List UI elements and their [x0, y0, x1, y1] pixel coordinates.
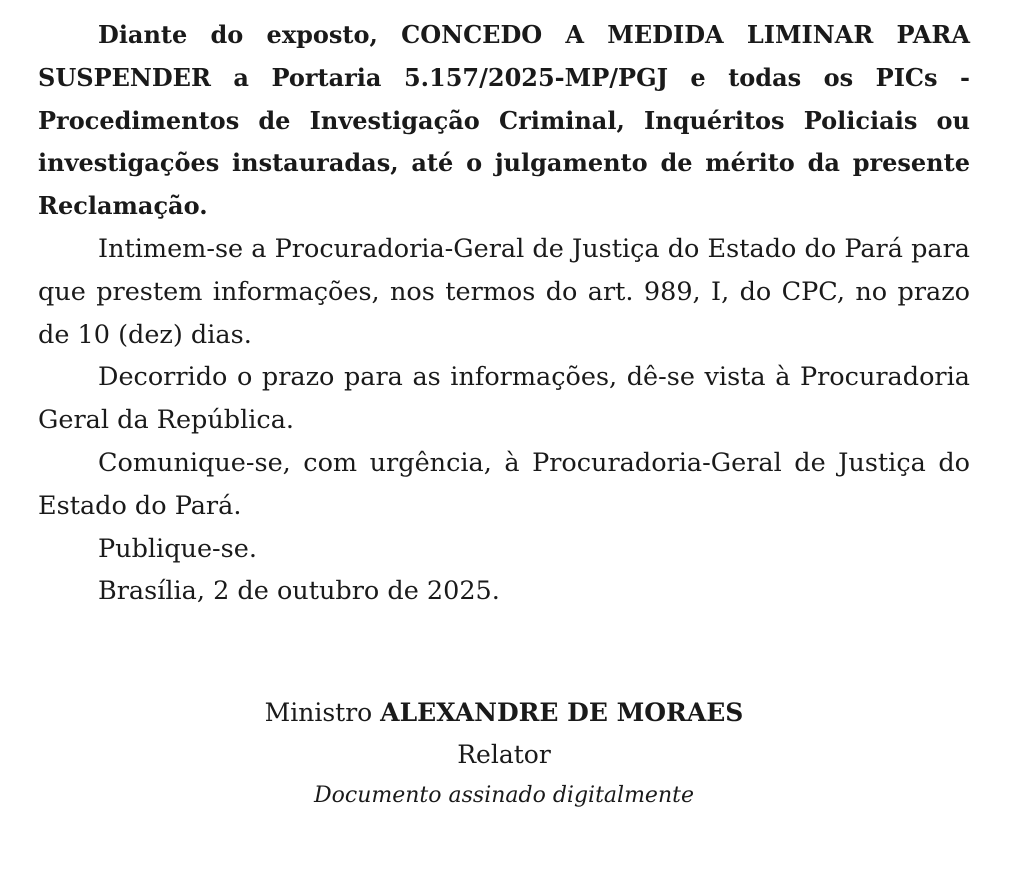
place-date: Brasília, 2 de outubro de 2025. [98, 576, 500, 607]
publication-paragraph: Publique-se. [98, 533, 257, 564]
signatory-name: ALEXANDRE DE MORAES [380, 698, 744, 727]
signature-block [0, 692, 1008, 816]
document-body [38, 14, 970, 613]
digital-signature-note: Documento assinado digitalmente [314, 783, 694, 808]
communication-paragraph: Comunique-se, com urgência, à Procuradoria-Geral de Justiça do Estado do Pará. [38, 447, 970, 521]
signatory-title: Ministro [264, 698, 373, 727]
signatory-role: Relator [457, 740, 551, 769]
signatory-line [0, 692, 1008, 734]
decision-paragraph: Diante do exposto, CONCEDO A MEDIDA LIMINAR PARA SUSPENDER a Portaria 5.157/2025-MP/PGJ e todas os PICs - Procedimentos de Investigação Criminal, Inquéritos Policiais ou investigações instauradas, até o julgamento de mérito da presente Reclamação. [38, 20, 970, 221]
summons-paragraph: Intimem-se a Procuradoria-Geral de Justiça do Estado do Pará para que prestem informações, nos termos do art. 989, I, do CPC, no prazo de 10 (dez) dias. [38, 233, 970, 350]
review-paragraph: Decorrido o prazo para as informações, dê-se vista à Procuradoria Geral da República. [38, 362, 970, 436]
